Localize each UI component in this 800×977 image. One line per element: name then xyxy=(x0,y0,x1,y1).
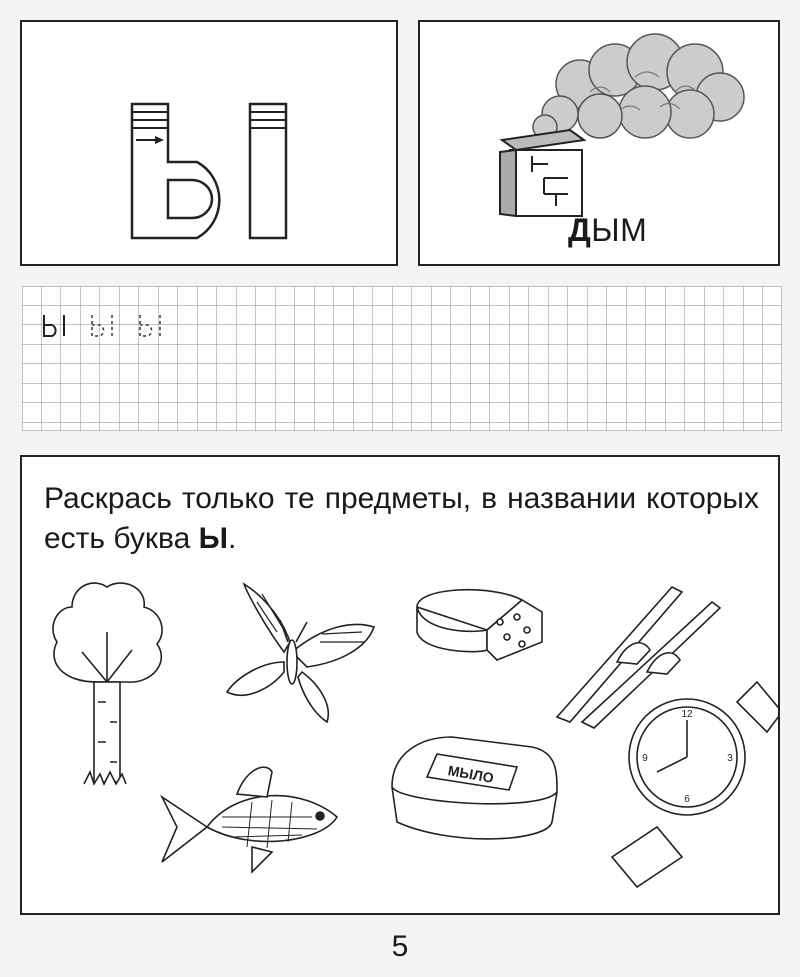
task-card xyxy=(20,455,780,915)
soap-label: МЫЛО xyxy=(446,762,495,786)
instruction-period: . xyxy=(228,522,237,555)
butterfly-picture[interactable] xyxy=(227,584,374,722)
svg-text:6: 6 xyxy=(684,794,690,805)
sample-letter-solid xyxy=(40,312,90,342)
svg-text:12: 12 xyxy=(681,709,693,720)
soft-sign-bowl xyxy=(168,180,212,218)
sample-letter-dashed-1 xyxy=(88,312,138,342)
watch-picture[interactable] xyxy=(612,682,778,887)
letter-card xyxy=(20,20,398,266)
instruction-text: Раскрась только те предметы, в названии которых есть буква xyxy=(44,482,759,555)
cheese-picture[interactable] xyxy=(417,590,542,660)
word-first-letter: Д xyxy=(568,212,592,248)
sample-letter-dashed-2 xyxy=(136,312,186,342)
task-instruction xyxy=(44,479,759,559)
page-number: 5 xyxy=(391,930,409,963)
fish-picture[interactable] xyxy=(162,767,337,872)
svg-text:9: 9 xyxy=(642,753,648,764)
writing-grid[interactable] xyxy=(22,286,782,431)
pictures-area xyxy=(22,572,778,912)
tree-picture[interactable] xyxy=(53,583,162,784)
word-rest: ЫМ xyxy=(591,212,648,248)
chimney xyxy=(500,130,584,216)
smoke-cloud xyxy=(533,34,744,139)
soap-picture[interactable] xyxy=(392,737,557,839)
svg-text:3: 3 xyxy=(727,753,733,764)
letter-bar-outline xyxy=(250,104,286,238)
word-dym xyxy=(568,212,647,249)
letter-outline-graphic xyxy=(22,22,400,268)
word-card xyxy=(418,20,780,266)
instruction-highlight-letter: Ы xyxy=(198,522,229,555)
